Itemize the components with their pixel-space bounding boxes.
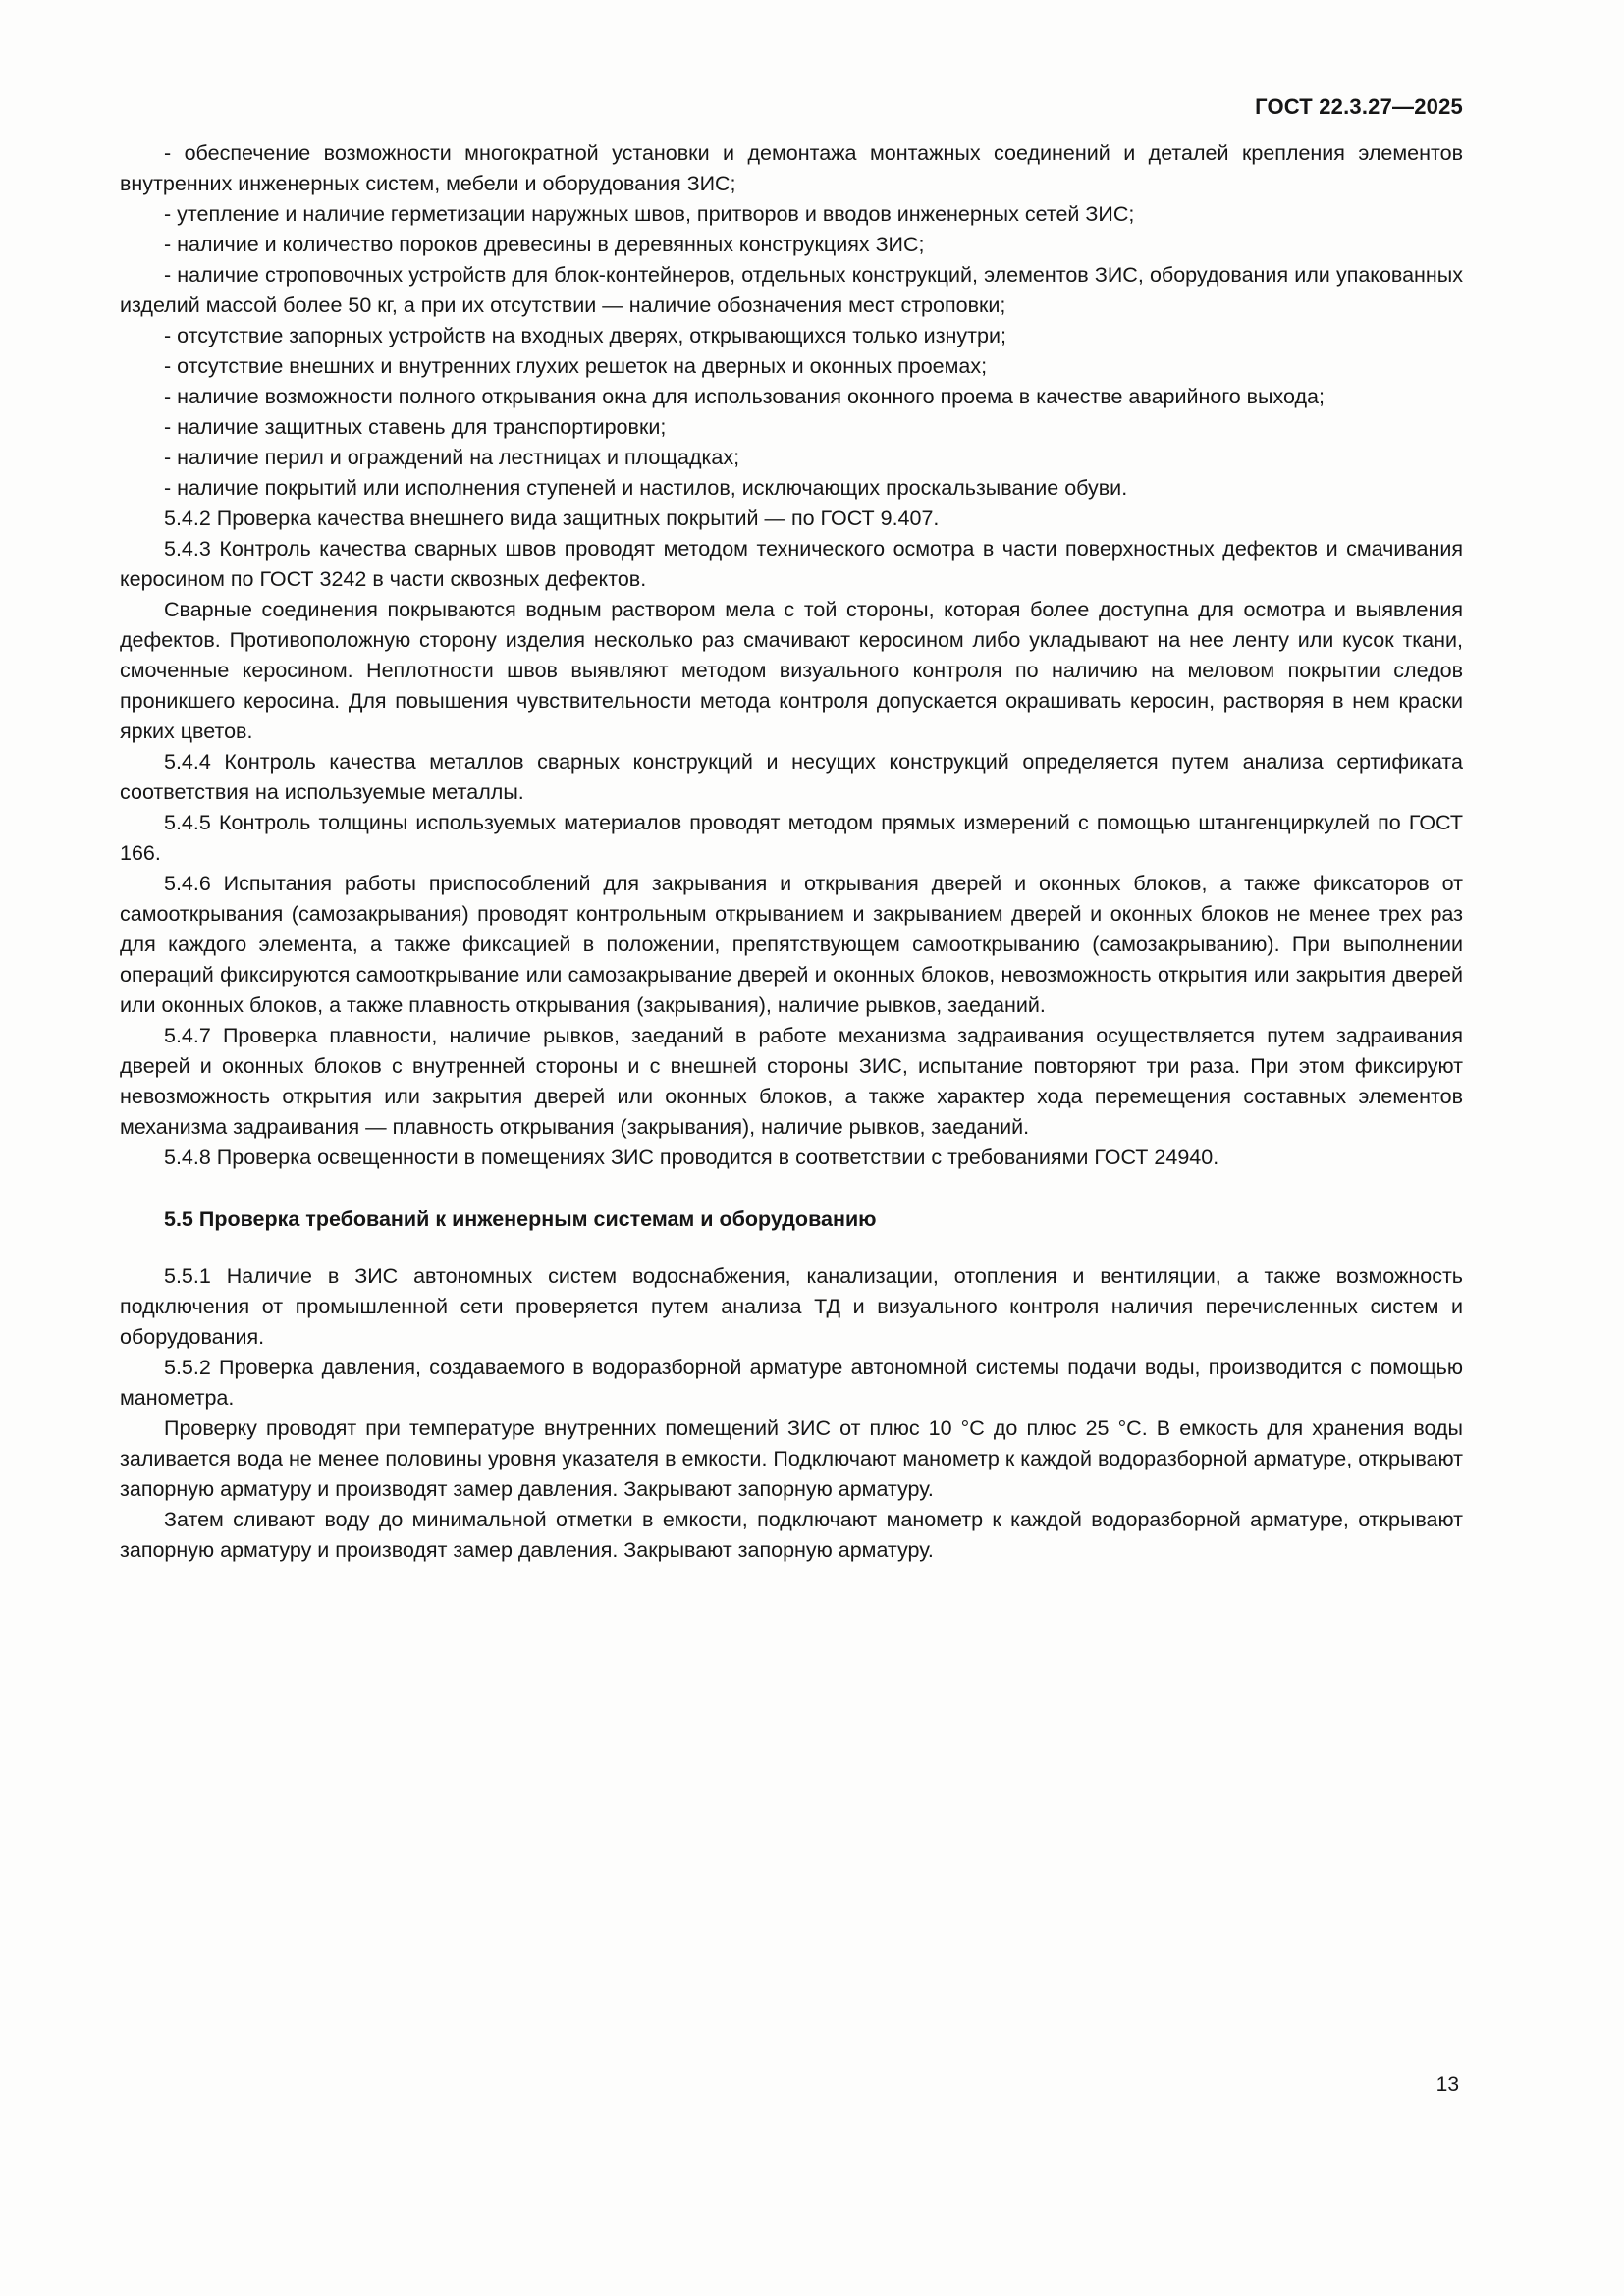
document-body [120,138,1463,1566]
paragraph: 5.4.5 Контроль толщины используемых материалов проводят методом прямых измерений с помощью штангенциркулей по ГОСТ 166. [120,811,1463,865]
paragraph: 5.4.8 Проверка освещенности в помещениях ЗИС проводится в соответствии с требованиями ГОСТ 24940. [164,1146,1219,1169]
paragraph: 5.4.3 Контроль качества сварных швов проводят методом технического осмотра в части поверхностных дефектов и смачивания керосином по ГОСТ 3242 в части сквозных дефектов. [120,537,1463,591]
paragraph: - наличие и количество пороков древесины в деревянных конструкциях ЗИС; [164,233,925,256]
paragraph: - отсутствие внешних и внутренних глухих решеток на дверных и оконных проемах; [164,354,988,378]
paragraph: 5.4.4 Контроль качества металлов сварных конструкций и несущих конструкций определяется путем анализа сертификата соответствия на используемые металлы. [120,750,1463,804]
page-number: 13 [1435,2073,1459,2096]
paragraph: 5.4.2 Проверка качества внешнего вида защитных покрытий — по ГОСТ 9.407. [164,507,940,530]
paragraph: - наличие возможности полного открывания окна для использования оконного проема в качестве аварийного выхода; [164,385,1325,408]
paragraph: - наличие перил и ограждений на лестницах и площадках; [164,446,740,469]
paragraph: 5.5.1 Наличие в ЗИС автономных систем водоснабжения, канализации, отопления и вентиляции, а также возможность подключения от промышленной сети проверяется путем анализа ТД и визуального контроля наличия перечисленных систем и оборудования. [120,1264,1463,1349]
paragraph: 5.5.2 Проверка давления, создаваемого в водоразборной арматуре автономной системы подачи воды, производится с помощью манометра. [120,1356,1463,1410]
paragraph: - обеспечение возможности многократной установки и демонтажа монтажных соединений и деталей крепления элементов внутренних инженерных систем, мебели и оборудования ЗИС; [120,141,1463,195]
paragraph: 5.4.7 Проверка плавности, наличие рывков, заеданий в работе механизма задраивания осуществляется путем задраивания дверей и оконных блоков с внутренней стороны и с внешней стороны ЗИС, испытание повторяют три раза. При этом фиксируют невозможность открытия или закрытия дверей или оконных блоков, а также характер хода перемещения составных элементов механизма задраивания — плавность открывания (закрывания), наличие рывков, заеданий. [120,1024,1463,1139]
paragraph: Сварные соединения покрываются водным раствором мела с той стороны, которая более доступна для осмотра и выявления дефектов. Противоположную сторону изделия несколько раз смачивают керосином либо укладывают на нее ленту или кусок ткани, смоченные керосином. Неплотности швов выявляют методом визуального контроля по наличию на меловом покрытии следов проникшего керосина. Для повышения чувствительности метода контроля допускается окрашивать керосин, растворяя в нем краски ярких цветов. [120,598,1463,743]
paragraph: Проверку проводят при температуре внутренних помещений ЗИС от плюс 10 °С до плюс 25 °С. В емкость для хранения воды заливается вода не менее половины уровня указателя в емкости. Подключают манометр к каждой водоразборной арматуре, открывают запорную арматуру и производят замер давления. Закрывают запорную арматуру. [120,1416,1463,1501]
paragraph: - наличие покрытий или исполнения ступеней и настилов, исключающих проскальзывание обуви. [164,476,1128,500]
paragraph: - наличие строповочных устройств для блок-контейнеров, отдельных конструкций, элементов ЗИС, оборудования или упакованных изделий массой более 50 кг, а при их отсутствии — наличие обозначения мест строповки; [120,263,1463,317]
section-heading: 5.5 Проверка требований к инженерным системам и оборудованию [164,1207,877,1231]
paragraph: - наличие защитных ставень для транспортировки; [164,415,667,439]
document-header: ГОСТ 22.3.27—2025 [1255,94,1463,119]
paragraph: Затем сливают воду до минимальной отметки в емкости, подключают манометр к каждой водоразборной арматуре, открывают запорную арматуру и производят замер давления. Закрывают запорную арматуру. [120,1508,1463,1562]
paragraph: - утепление и наличие герметизации наружных швов, притворов и вводов инженерных сетей ЗИС; [164,202,1135,226]
paragraph: 5.4.6 Испытания работы приспособлений для закрывания и открывания дверей и оконных блоков, а также фиксаторов от самооткрывания (самозакрывания) проводят контрольным открыванием и закрыванием дверей и оконных блоков не менее трех раз для каждого элемента, а также фиксацией в положении, препятствующем самооткрыванию (самозакрыванию). При выполнении операций фиксируются самооткрывание или самозакрывание дверей и оконных блоков, невозможность открытия или закрытия дверей или оконных блоков, а также плавность открывания (закрывания), наличие рывков, заеданий. [120,872,1463,1017]
paragraph: - отсутствие запорных устройств на входных дверях, открывающихся только изнутри; [164,324,1006,347]
